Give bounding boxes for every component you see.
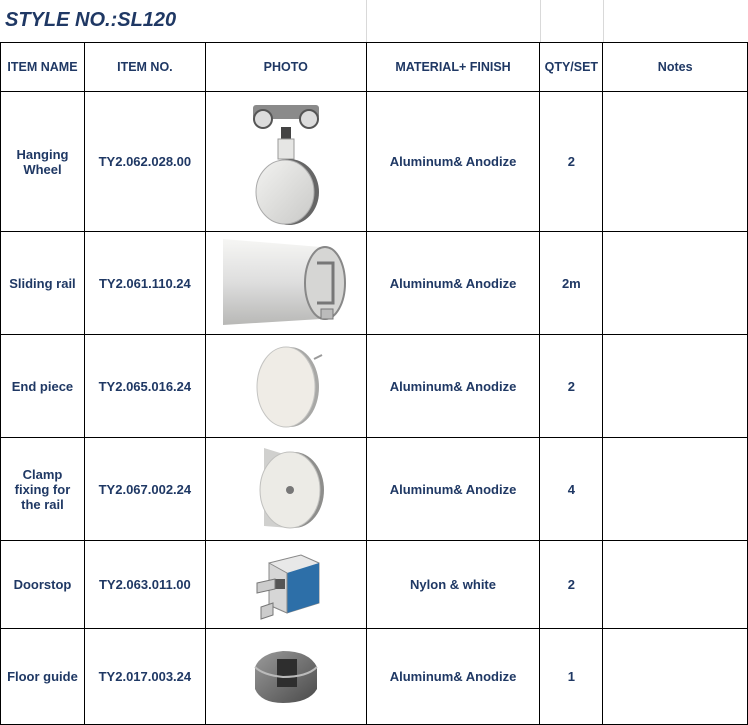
item-no-cell: TY2.065.016.24 xyxy=(84,335,205,438)
header-material: MATERIAL+ FINISH xyxy=(366,43,540,92)
material-cell: Nylon & white xyxy=(366,541,540,629)
header-gridlines xyxy=(366,0,748,43)
header-item-name: ITEM NAME xyxy=(1,43,85,92)
parts-table xyxy=(0,42,748,725)
item-name-cell: Sliding rail xyxy=(1,232,85,335)
material-cell: Aluminum& Anodize xyxy=(366,335,540,438)
photo-cell xyxy=(205,92,366,232)
doorstop-photo xyxy=(241,545,331,625)
photo-cell xyxy=(205,335,366,438)
photo-cell xyxy=(205,629,366,725)
sliding-rail-photo xyxy=(221,233,351,333)
style-title: STYLE NO.:SL120 xyxy=(5,9,177,31)
item-no-cell: TY2.067.002.24 xyxy=(84,438,205,541)
table-row xyxy=(1,232,748,335)
header-row xyxy=(1,43,748,92)
header-photo: PHOTO xyxy=(205,43,366,92)
item-no-cell: TY2.062.028.00 xyxy=(84,92,205,232)
item-name-cell: Clamp fixing for the rail xyxy=(1,438,85,541)
table-row xyxy=(1,335,748,438)
qty-cell: 2m xyxy=(540,232,603,335)
clamp-photo xyxy=(236,442,336,537)
item-no-cell: TY2.063.011.00 xyxy=(84,541,205,629)
notes-cell xyxy=(603,438,748,541)
item-no-cell: TY2.061.110.24 xyxy=(84,232,205,335)
photo-cell xyxy=(205,541,366,629)
table-row xyxy=(1,438,748,541)
photo-cell xyxy=(205,232,366,335)
notes-cell xyxy=(603,232,748,335)
end-piece-photo xyxy=(236,339,336,434)
header-qty: QTY/SET xyxy=(540,43,603,92)
notes-cell xyxy=(603,335,748,438)
floor-guide-photo xyxy=(241,637,331,717)
header-notes: Notes xyxy=(603,43,748,92)
qty-cell: 2 xyxy=(540,541,603,629)
photo-cell xyxy=(205,438,366,541)
item-name-cell: Hanging Wheel xyxy=(1,92,85,232)
qty-cell: 4 xyxy=(540,438,603,541)
item-name-cell: Floor guide xyxy=(1,629,85,725)
item-name-cell: End piece xyxy=(1,335,85,438)
notes-cell xyxy=(603,629,748,725)
item-name-cell: Doorstop xyxy=(1,541,85,629)
table-row xyxy=(1,92,748,232)
header-item-no: ITEM NO. xyxy=(84,43,205,92)
item-no-cell: TY2.017.003.24 xyxy=(84,629,205,725)
table-row xyxy=(1,541,748,629)
notes-cell xyxy=(603,541,748,629)
material-cell: Aluminum& Anodize xyxy=(366,92,540,232)
material-cell: Aluminum& Anodize xyxy=(366,232,540,335)
notes-cell xyxy=(603,92,748,232)
material-cell: Aluminum& Anodize xyxy=(366,438,540,541)
qty-cell: 2 xyxy=(540,335,603,438)
hanging-wheel-photo xyxy=(231,97,341,227)
table-row xyxy=(1,629,748,725)
qty-cell: 2 xyxy=(540,92,603,232)
material-cell: Aluminum& Anodize xyxy=(366,629,540,725)
qty-cell: 1 xyxy=(540,629,603,725)
